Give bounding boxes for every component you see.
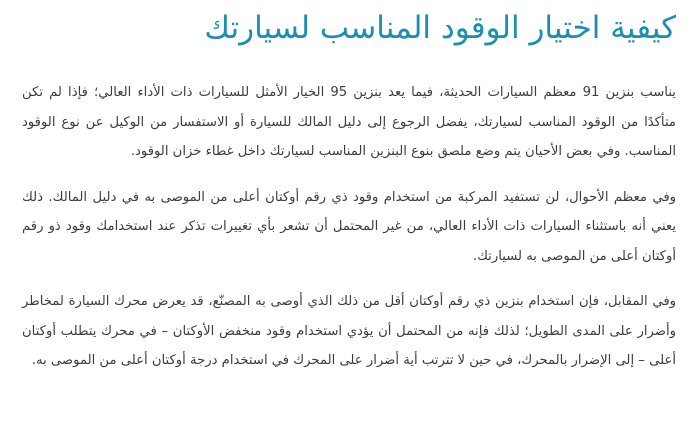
article-paragraph-2: وفي معظم الأحوال، لن تستفيد المركبة من استخدام وقود ذي رقم أوكتان أعلى من الموصى به في دليل المالك. ذلك يعني أنه باستثناء السيارات ذات الأداء العالي، من غير المحتمل أن تشعر بأي تغييرات تذكر عند استخدامك وقود ذو رقم أوكتان أعلى من الموصى به لسيارتك. xyxy=(22,189,676,264)
article-paragraph-1: يناسب بنزين 91 معظم السيارات الحديثة، فيما يعد بنزين 95 الخيار الأمثل للسيارات ذات الأداء العالي؛ فإذا لم تكن متأكدًا من الوقود المناسب لسيارتك، يفضل الرجوع إلى دليل المالك للسيارة أو الاستفسار من الوكيل عن نوع الوقود المناسب. وفي بعض الأحيان يتم وضع ملصق بنوع البنزين المناسب لسيارتك داخل غطاء خزان الوقود. xyxy=(22,85,676,159)
article-paragraph-3: وفي المقابل، فإن استخدام بنزين ذي رقم أوكتان أقل من ذلك الذي أوصى به المصنّع، قد يعرض محرك السيارة لمخاطر وأضرار على المدى الطويل؛ لذلك فإنه من المحتمل أن يؤدي استخدام وقود منخفض الأوكتان – في محرك يتطلب أوكتان أعلى – إلى الإضرار بالمحرك، في حين لا تترتب أية أضرار على المحرك في استخدام درجة أوكتان أعلى من الموصى به. xyxy=(22,294,676,368)
article-body xyxy=(22,78,676,376)
article-title: كيفية اختيار الوقود المناسب لسيارتك xyxy=(204,10,676,46)
